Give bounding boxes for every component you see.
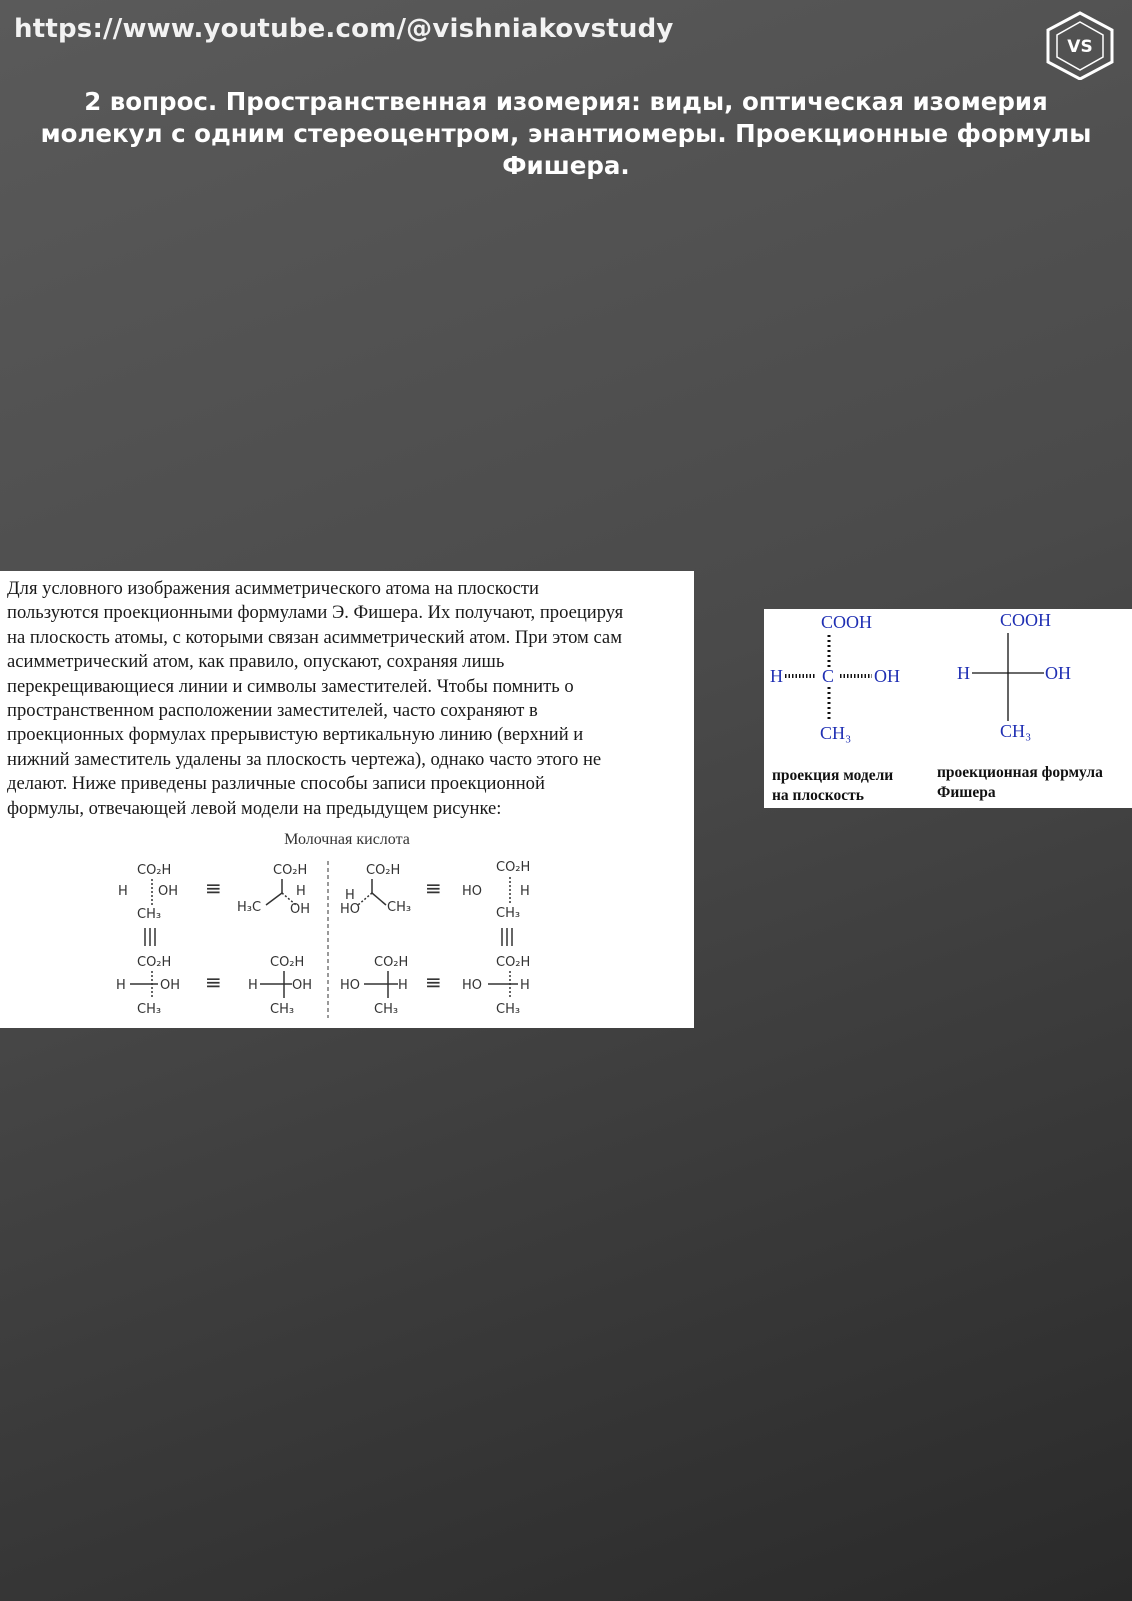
excerpt-line: асимметрический атом, как правило, опускают, сохраняя лишь: [7, 651, 505, 673]
svg-text:H: H: [116, 978, 126, 993]
svg-text:CO₂H: CO₂H: [270, 955, 305, 970]
caption-model-projection: проекция модели на плоскость: [772, 767, 894, 804]
svg-text:CH₃: CH₃: [137, 1002, 162, 1017]
equiv-sign: ≡: [425, 876, 442, 900]
svg-text:OH: OH: [1045, 663, 1071, 683]
svg-text:CH₃: CH₃: [820, 723, 852, 743]
excerpt-line: нижний заместитель удалены за плоскость чертежа), однако часто этого не: [7, 748, 602, 770]
svg-text:CO₂H: CO₂H: [137, 863, 172, 878]
svg-text:CH₃: CH₃: [496, 906, 521, 921]
svg-text:OH: OH: [874, 666, 900, 686]
equiv-sign: ≡: [425, 970, 442, 994]
svg-text:H₃C: H₃C: [237, 900, 262, 915]
svg-text:HO: HO: [340, 978, 361, 993]
structure-row1-3: [340, 863, 411, 917]
svg-text:OH: OH: [160, 978, 181, 993]
svg-text:CO₂H: CO₂H: [496, 860, 531, 875]
svg-text:CO₂H: CO₂H: [273, 863, 308, 878]
structure-row2-2: [248, 955, 312, 1017]
svg-text:H: H: [520, 978, 530, 993]
svg-text:H: H: [118, 884, 128, 899]
vs-logo-icon: [1042, 10, 1118, 80]
svg-text:HO: HO: [462, 978, 483, 993]
svg-text:C: C: [822, 666, 835, 686]
excerpt-line: пространственном расположении заместителей, часто сохраняют в: [7, 700, 538, 722]
logo-text: VS: [1067, 37, 1093, 57]
svg-text:H: H: [398, 978, 408, 993]
svg-text:CH₃: CH₃: [496, 1002, 521, 1017]
svg-text:H: H: [770, 666, 783, 686]
svg-text:HO: HO: [340, 902, 361, 917]
excerpt-text: [7, 577, 691, 821]
svg-text:CO₂H: CO₂H: [366, 863, 401, 878]
svg-text:CH₃: CH₃: [387, 900, 412, 915]
svg-text:H: H: [248, 978, 258, 993]
excerpt-line: на плоскость атомы, с которыми связан асимметрический атом. При этом сам: [7, 626, 622, 648]
svg-text:CH₃: CH₃: [1000, 721, 1032, 741]
svg-text:OH: OH: [290, 902, 311, 917]
svg-text:CH₃: CH₃: [137, 907, 162, 922]
excerpt-line: пользуются проекционными формулами Э. Фишера. Их получают, проецируя: [7, 602, 624, 624]
structure-row1-2: [237, 863, 310, 917]
excerpt-line: делают. Ниже приведены различные способы записи проекционной: [7, 773, 545, 795]
svg-text:CH₃: CH₃: [270, 1002, 295, 1017]
svg-text:HO: HO: [462, 884, 483, 899]
equiv-sign: ≡: [205, 970, 222, 994]
lactic-acid-caption: Молочная кислота: [284, 831, 410, 848]
excerpt-line: перекрещивающиеся линии и символы заместителей. Чтобы помнить о: [7, 675, 574, 697]
caption-fischer-formula: проекционная формула Фишера: [937, 764, 1103, 801]
model-projection: [770, 612, 900, 743]
fischer-projection-panel: [764, 609, 1132, 808]
excerpt-line: формулы, отвечающей левой модели на предыдущем рисунке:: [7, 797, 502, 819]
textbook-excerpt: [0, 571, 694, 1028]
svg-text:CH₃: CH₃: [374, 1002, 399, 1017]
fischer-diagrams: [764, 609, 1132, 759]
fischer-formula: [957, 610, 1071, 741]
structure-row2-3: [340, 955, 408, 1017]
structure-row2-1: [116, 955, 180, 1017]
svg-text:H: H: [520, 884, 530, 899]
svg-text:CO₂H: CO₂H: [496, 955, 531, 970]
equiv-sign: ≡: [205, 876, 222, 900]
svg-text:H: H: [345, 888, 355, 903]
svg-text:H: H: [296, 884, 306, 899]
channel-url[interactable]: https://www.youtube.com/@vishniakovstudy: [14, 14, 674, 44]
svg-text:OH: OH: [292, 978, 313, 993]
structure-row2-4: [462, 955, 530, 1017]
excerpt-line: Для условного изображения асимметрического атома на плоскости: [7, 578, 539, 599]
svg-text:COOH: COOH: [821, 612, 873, 632]
lactic-acid-projections: [0, 853, 694, 1023]
page-title: 2 вопрос. Пространственная изомерия: виды, оптическая изомерия молекул с одним стереоцентром, энантиомеры. Проекционные формулы Фишера.: [40, 87, 1092, 180]
svg-text:CO₂H: CO₂H: [137, 955, 172, 970]
svg-text:H: H: [957, 663, 970, 683]
svg-text:CO₂H: CO₂H: [374, 955, 409, 970]
excerpt-line: проекционных формулах прерывистую вертикальную линию (верхний и: [7, 724, 584, 746]
svg-text:COOH: COOH: [1000, 610, 1052, 630]
svg-text:OH: OH: [158, 884, 179, 899]
structure-row1-1: [118, 863, 178, 922]
structure-row1-4: [462, 860, 530, 921]
